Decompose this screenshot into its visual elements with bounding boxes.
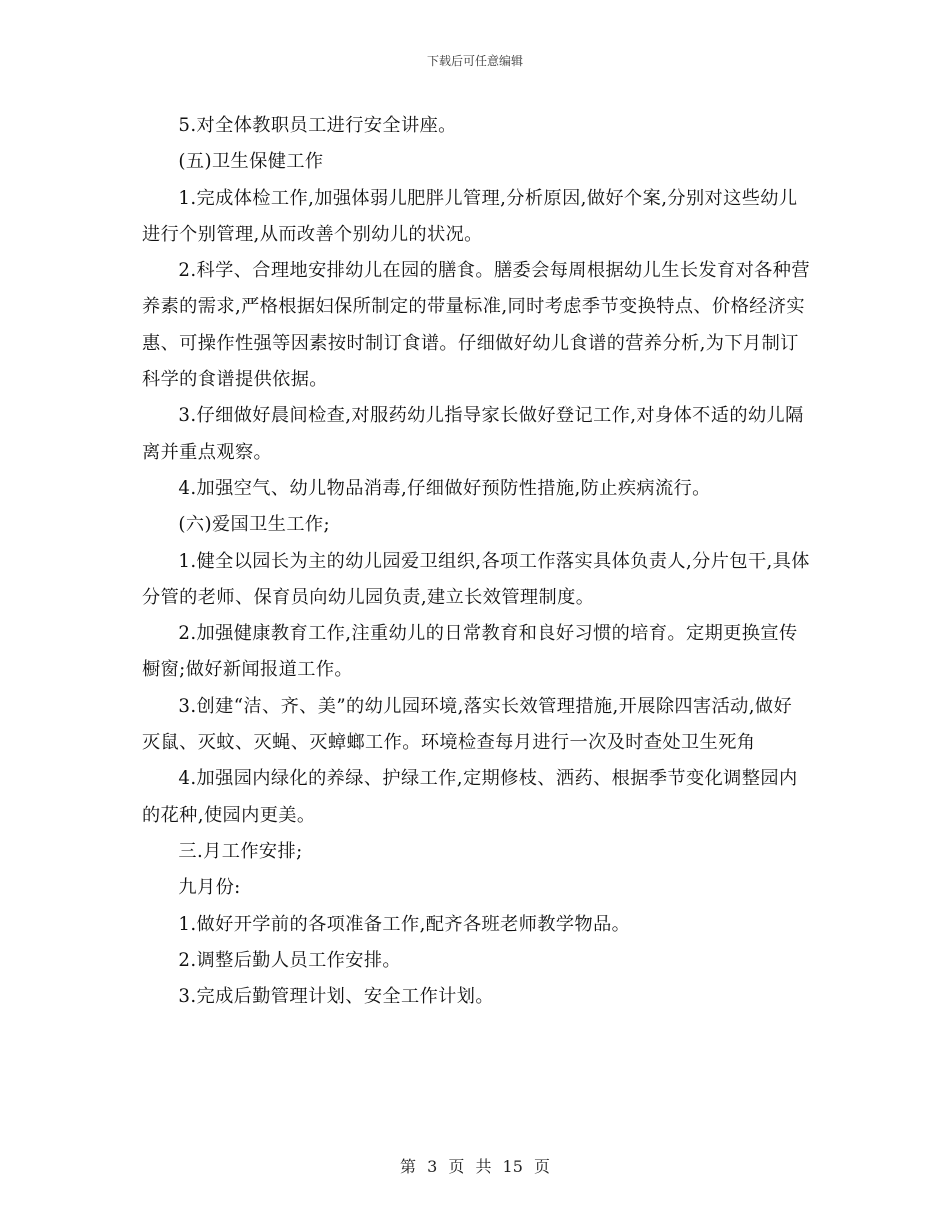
paragraph: 5.对全体教职员工进行安全讲座。 [178, 115, 457, 136]
paragraph: 2.调整后勤人员工作安排。 [178, 949, 402, 971]
paragraph: 3.仔细做好晨间检查,对服药幼儿指导家长做好登记工作,对身体不适的幼儿隔离并重点观察。 [142, 405, 804, 463]
paragraph: 3.完成后勤管理计划、安全工作计划。 [178, 986, 494, 1008]
paragraph: 1.完成体检工作,加强体弱儿肥胖儿管理,分析原因,做好个案,分别对这些幼儿进行个别管理,从而改善个别幼儿的状况。 [142, 187, 798, 245]
page-header: 下载后可任意编辑 [426, 54, 523, 68]
section-heading: (五)卫生保健工作 [178, 151, 324, 173]
paragraph: 1.做好开学前的各项准备工作,配齐各班老师教学物品。 [178, 913, 631, 935]
paragraph: 2.科学、合理地安排幼儿在园的膳食。膳委会每周根据幼儿生长发育对各种营养素的需求,严格根据妇保所制定的带量标准,同时考虑季节变换特点、价格经济实惠、可操作性强等因素按时制订食谱。仔细做好幼儿食谱的营养分析,为下月制订科学的食谱提供依据。 [142, 260, 810, 391]
paragraph: 2.加强健康教育工作,注重幼儿的日常教育和良好习惯的培育。定期更换宣传橱窗;做好新闻报道工作。 [142, 623, 798, 681]
page-footer: 第 3 页 共 15 页 [400, 1157, 550, 1176]
document-body [142, 108, 810, 1015]
section-heading: (六)爱国卫生工作; [178, 514, 331, 536]
subsection-heading: 九月份: [178, 877, 241, 899]
paragraph: 3.创建“洁、齐、美”的幼儿园环境,落实长效管理措施,开展除四害活动,做好灭鼠、灭蚊、灭蝇、灭蟑螂工作。环境检查每月进行一次及时查处卫生死角 [142, 695, 793, 754]
paragraph: 4.加强园内绿化的养绿、护绿工作,定期修枝、洒药、根据季节变化调整园内的花种,使园内更美。 [142, 768, 798, 826]
section-heading: 三.月工作安排; [178, 840, 303, 862]
paragraph: 4.加强空气、幼儿物品消毒,仔细做好预防性措施,防止疾病流行。 [178, 477, 711, 499]
paragraph: 1.健全以园长为主的幼儿园爱卫组织,各项工作落实具体负责人,分片包干,具体分管的老师、保育员向幼儿园负责,建立长效管理制度。 [142, 550, 810, 608]
